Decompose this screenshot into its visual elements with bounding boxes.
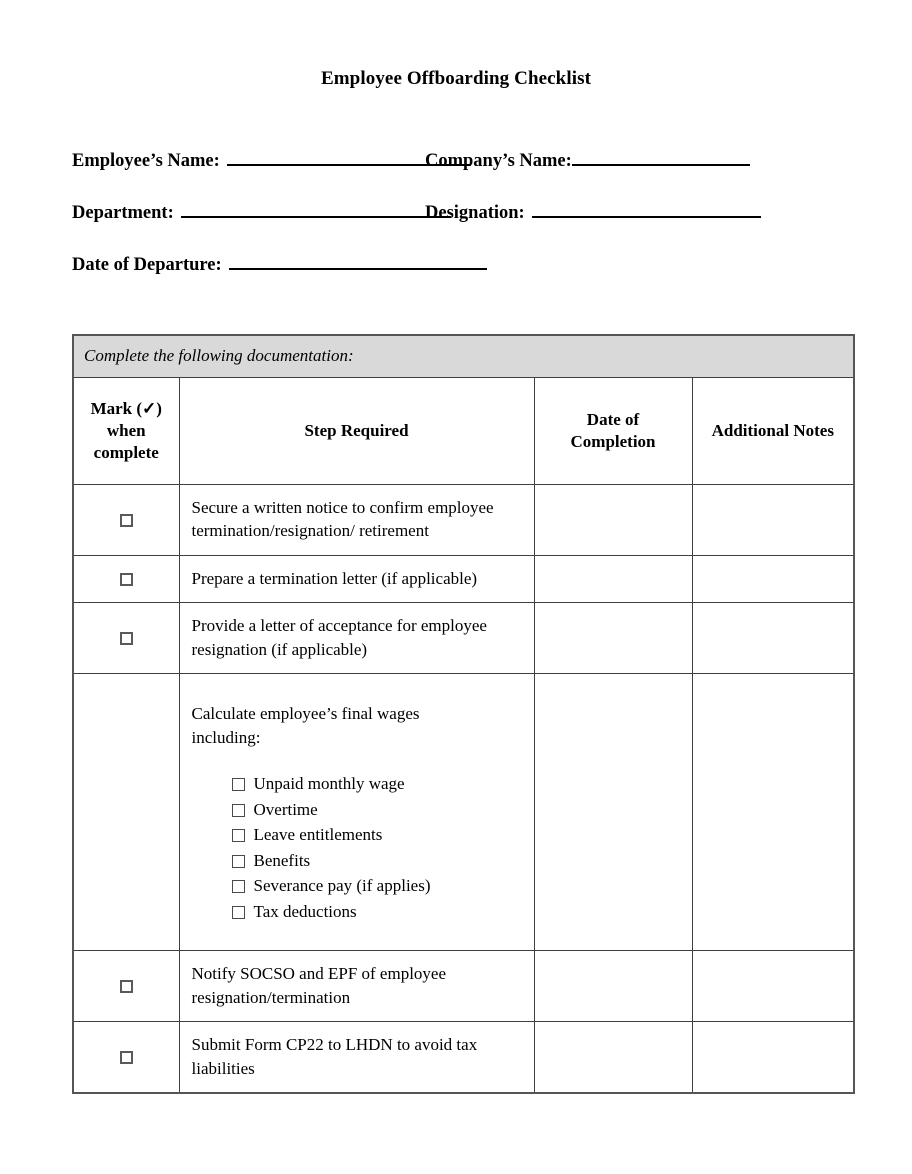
- row-date-cell[interactable]: [534, 603, 692, 674]
- row-step-text: Provide a letter of acceptance for employee resignation (if applicable): [179, 603, 534, 674]
- row-date-cell[interactable]: [534, 485, 692, 556]
- date-of-departure-field[interactable]: [72, 252, 487, 276]
- table-row: [73, 485, 854, 556]
- date-of-departure-input[interactable]: [229, 252, 487, 270]
- row-date-cell[interactable]: [534, 674, 692, 951]
- column-header-date-line1: Date of: [586, 410, 640, 430]
- table-row: [73, 603, 854, 674]
- column-header-notes: Additional Notes: [692, 378, 854, 485]
- department-field[interactable]: [72, 200, 451, 224]
- row-checkbox-cell[interactable]: [73, 555, 179, 602]
- row-step-text: Notify SOCSO and EPF of employee resignation/termination: [179, 951, 534, 1022]
- column-header-mark: [73, 378, 179, 485]
- checkbox-icon[interactable]: [232, 778, 245, 791]
- designation-colon: :: [518, 203, 525, 223]
- list-item[interactable]: [232, 771, 524, 797]
- designation-field[interactable]: [425, 200, 761, 224]
- list-item[interactable]: [232, 797, 524, 823]
- company-name-input[interactable]: [572, 148, 750, 166]
- banner-text: Complete the following documentation:: [73, 335, 854, 378]
- checkbox-icon[interactable]: [232, 906, 245, 919]
- form-row-department: [72, 200, 862, 252]
- row-notes-cell[interactable]: [692, 485, 854, 556]
- list-item-label: Severance pay (if applies): [253, 876, 431, 896]
- row-checkbox-cell[interactable]: [73, 1022, 179, 1093]
- list-item[interactable]: [232, 899, 524, 925]
- designation-input[interactable]: [532, 200, 761, 218]
- company-name-colon: :: [565, 151, 572, 171]
- list-item-label: Tax deductions: [253, 901, 357, 921]
- checklist-table: [72, 334, 855, 1094]
- employee-name-colon: :: [213, 151, 220, 171]
- row-notes-cell[interactable]: [692, 603, 854, 674]
- column-header-mark-line3: complete: [93, 442, 159, 462]
- employee-name-field[interactable]: [72, 148, 471, 172]
- form-row-names: [72, 148, 862, 200]
- checkbox-icon[interactable]: [120, 980, 133, 993]
- wages-sub-list: [192, 771, 524, 924]
- row-checkbox-cell[interactable]: [73, 603, 179, 674]
- checkbox-icon[interactable]: [232, 829, 245, 842]
- list-item[interactable]: [232, 848, 524, 874]
- company-name-field[interactable]: [425, 148, 750, 172]
- row-date-cell[interactable]: [534, 555, 692, 602]
- list-item-label: Unpaid monthly wage: [253, 774, 405, 794]
- checkbox-icon[interactable]: [232, 804, 245, 817]
- column-header-mark-line2: when: [106, 421, 146, 441]
- row-step-text-wages: [179, 674, 534, 951]
- table-row: [73, 1022, 854, 1093]
- column-header-date: [534, 378, 692, 485]
- row-step-text: Secure a written notice to confirm employee termination/resignation/ retirement: [179, 485, 534, 556]
- department-label: Department: [72, 203, 168, 223]
- department-colon: :: [167, 203, 174, 223]
- table-banner-row: [73, 335, 854, 378]
- checkbox-icon[interactable]: [120, 514, 133, 527]
- row-date-cell[interactable]: [534, 1022, 692, 1093]
- row-notes-cell[interactable]: [692, 674, 854, 951]
- checkbox-icon[interactable]: [120, 573, 133, 586]
- row-checkbox-cell: [73, 674, 179, 951]
- row-step-text: Submit Form CP22 to LHDN to avoid tax liabilities: [179, 1022, 534, 1093]
- column-header-step: Step Required: [179, 378, 534, 485]
- row-date-cell[interactable]: [534, 951, 692, 1022]
- date-of-departure-colon: :: [215, 255, 222, 275]
- employee-name-label: Employee’s Name: [72, 151, 214, 171]
- row-notes-cell[interactable]: [692, 1022, 854, 1093]
- list-item-label: Overtime: [253, 799, 318, 819]
- row-checkbox-cell[interactable]: [73, 951, 179, 1022]
- page-title: Employee Offboarding Checklist: [320, 68, 592, 89]
- row-step-text: Prepare a termination letter (if applicable): [179, 555, 534, 602]
- list-item[interactable]: [232, 873, 524, 899]
- column-header-date-line2: Completion: [570, 432, 656, 451]
- company-name-label: Company’s Name: [425, 151, 566, 171]
- checkbox-icon[interactable]: [232, 880, 245, 893]
- form-row-departure: [72, 252, 862, 304]
- column-header-mark-line1: Mark (✓): [90, 399, 162, 419]
- table-row: [73, 951, 854, 1022]
- checkbox-icon[interactable]: [232, 855, 245, 868]
- list-item[interactable]: [232, 822, 524, 848]
- table-header-row: [73, 378, 854, 485]
- table-row: [73, 555, 854, 602]
- designation-label: Designation: [425, 203, 519, 223]
- checkbox-icon[interactable]: [120, 1051, 133, 1064]
- department-input[interactable]: [181, 200, 451, 218]
- table-row: [73, 674, 854, 951]
- checkbox-icon[interactable]: [120, 632, 133, 645]
- wages-block: [192, 674, 524, 950]
- form-fields-area: [72, 148, 862, 304]
- row-notes-cell[interactable]: [692, 951, 854, 1022]
- row-notes-cell[interactable]: [692, 555, 854, 602]
- wages-intro-text: Calculate employee’s final wages including:: [191, 704, 420, 747]
- row-checkbox-cell[interactable]: [73, 485, 179, 556]
- list-item-label: Benefits: [253, 850, 311, 870]
- list-item-label: Leave entitlements: [253, 825, 383, 845]
- date-of-departure-label: Date of Departure: [72, 255, 216, 275]
